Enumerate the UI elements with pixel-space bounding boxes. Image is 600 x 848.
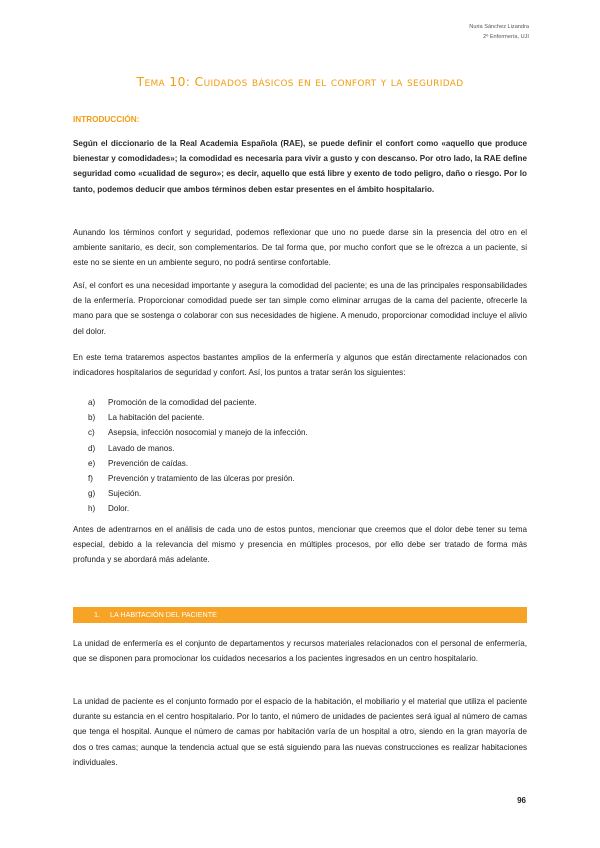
header-course: 2º Enfermería, UJI — [483, 34, 529, 40]
list-item-label: c) — [88, 428, 95, 438]
list-item-text: Promoción de la comodidad del paciente. — [108, 398, 257, 407]
list-item-text: Dolor. — [108, 504, 130, 514]
list-item-label: h) — [88, 504, 96, 514]
section-paragraph-1: La unidad de enfermería es el conjunto de departamentos y recursos materiales relacionados con el personal de enfermería, que se disponen para promocionar los cuidados necesarios a los pacientes ingresados en un centro hospitalario. — [73, 639, 527, 664]
list-item — [88, 501, 308, 516]
list-item — [88, 456, 308, 471]
list-item — [88, 395, 308, 410]
intro-paragraph-5: Antes de adentrarnos en el análisis de cada uno de estos puntos, mencionar que creemos que el dolor debe tener su tema especial, debido a la relevancia del mismo y presencia en múltiples procesos, por ello debe ser tratado de forma más profunda y se abordará más adelante. — [73, 525, 527, 565]
intro-heading: INTRODUCCIÓN: — [73, 115, 140, 124]
list-item-label: g) — [88, 489, 96, 499]
list-item-text: Prevención y tratamiento de las úlceras por presión. — [108, 474, 295, 484]
list-item — [88, 471, 308, 486]
intro-paragraph-1: Según el diccionario de la Real Academia Española (RAE), se puede definir el confort como «aquello que produce bienestar y comodidades»; la comodidad es necesaria para vivir a gusto y con descanso. Por otro lado, la RAE define seguridad como «cualidad de seguro»; es decir, aquello que está libre y exento de todo peligro, daño o riesgo. Por lo tanto, podemos deducir que ambos términos deben estar presentes en el ámbito hospitalario. — [73, 139, 527, 194]
page-title: Tema 10: Cuidados básicos en el confort y la seguridad — [136, 74, 464, 89]
list-item-text: Asepsia, infección nosocomial y manejo de la infección. — [108, 428, 308, 438]
intro-paragraph-4: En este tema trataremos aspectos bastantes amplios de la enfermería y algunos que están directamente relacionados con indicadores hospitalarios de seguridad y confort. Así, los puntos a tratar serán los siguientes: — [73, 353, 527, 378]
list-item-label: a) — [88, 398, 96, 407]
list-item-label: f) — [88, 474, 93, 484]
list-item-text: Sujeción. — [108, 489, 142, 499]
list-item-label: e) — [88, 458, 96, 468]
list-item-label: b) — [88, 413, 96, 423]
list-item — [88, 410, 308, 425]
list-item — [88, 425, 308, 440]
section-paragraph-2: La unidad de paciente es el conjunto formado por el espacio de la habitación, el mobiliario y el material que utiliza el paciente durante su estancia en el centro hospitalario. Por lo tanto, el número de unidades de pacientes será igual al número de camas que tenga el hospital. Aunque el número de camas por habitación varía de un hospital a otro, siendo en la gran mayoría de dos o tres camas; aunque la tendencia actual que se está siguiendo para las nuevas construcciones es realizar habitaciones individuales. — [73, 697, 527, 767]
list-item-text: Prevención de caídas. — [108, 458, 189, 468]
section-title: LA HABITACIÓN DEL PACIENTE — [110, 610, 217, 619]
list-item — [88, 441, 308, 456]
intro-paragraph-2: Aunando los términos confort y seguridad, podemos reflexionar que uno no puede darse sin la presencia del otro en el ambiente sanitario, es decir, son complementarios. De tal forma que, por mucho confort que se le ofrezca a un paciente, si este no se siente en un ambiente seguro, no podrá sentirse confortable. — [73, 228, 527, 268]
page-number: 96 — [517, 796, 526, 805]
page-header — [469, 22, 529, 42]
list-item — [88, 486, 308, 501]
section-number: 1. — [94, 610, 100, 619]
list-item-text: La habitación del paciente. — [108, 413, 205, 423]
intro-paragraph-3: Así, el confort es una necesidad importante y asegura la comodidad del paciente; es una de las principales responsabilidades de la enfermería. Proporcionar comodidad puede ser tan simple como eliminar arrugas de la cama del paciente, ofrecerle la mano para que se sostenga o colaborar con sus necesidades de higiene. A menudo, proporcionar comodidad incluye el alivio del dolor. — [73, 281, 527, 336]
header-author: Nuria Sánchez Lizandra — [469, 24, 529, 30]
list-item-label: d) — [88, 443, 96, 453]
topics-list — [88, 395, 308, 517]
list-item-text: Lavado de manos. — [108, 443, 175, 453]
section-heading-bar — [73, 607, 527, 623]
